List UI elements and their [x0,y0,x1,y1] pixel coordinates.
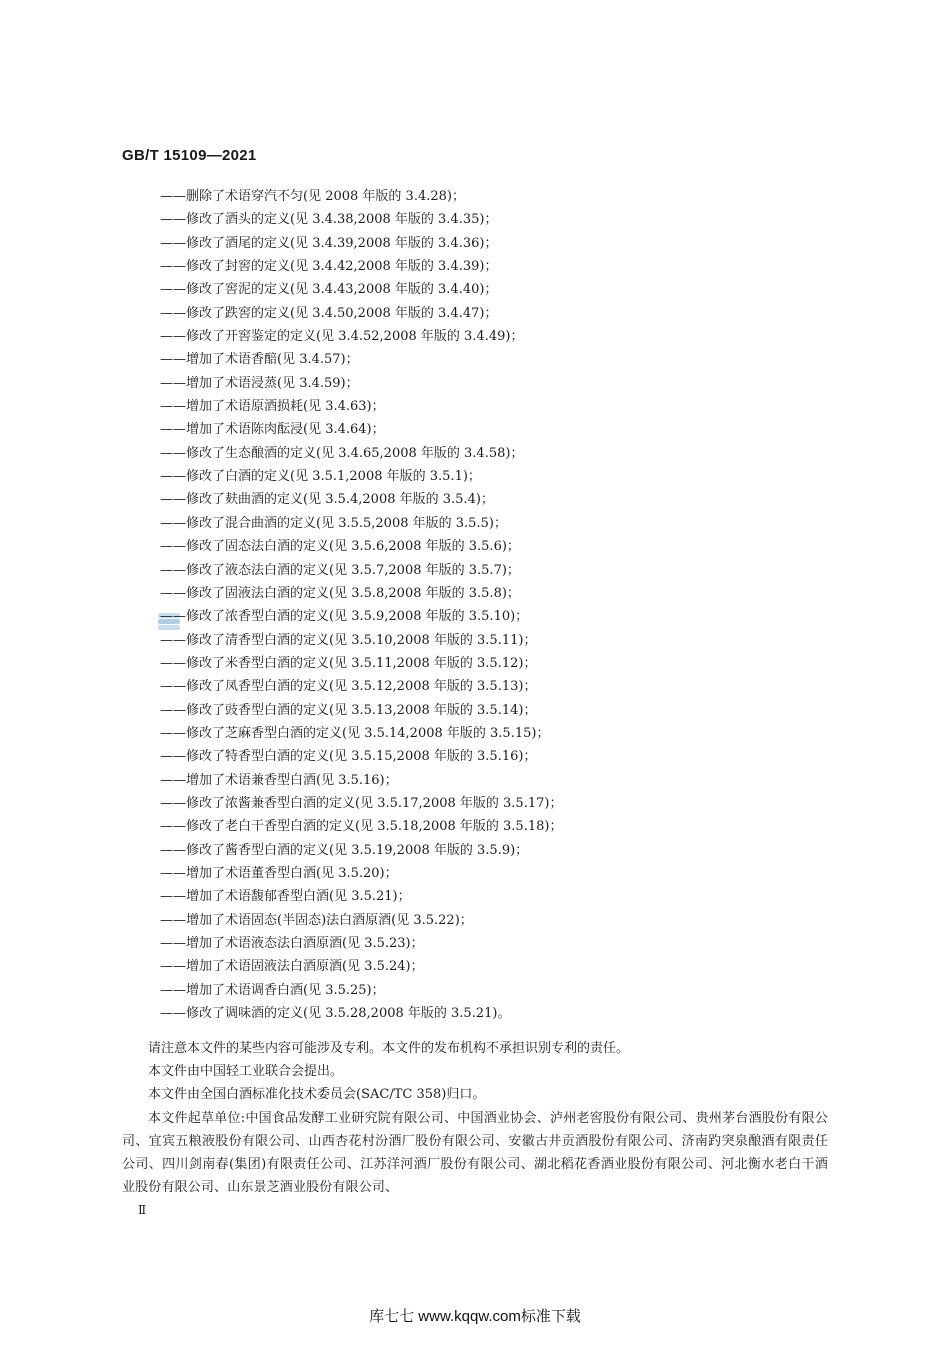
change-item: ——修改了封窖的定义(见 3.4.42,2008 年版的 3.4.39)； [160,259,498,275]
change-item: ——修改了清香型白酒的定义(见 3.5.10,2008 年版的 3.5.11)； [160,632,537,648]
change-list [160,185,860,1025]
patent-notice: 请注意本文件的某些内容可能涉及专利。本文件的发布机构不承担识别专利的责任。 [148,1041,630,1056]
change-item: ——增加了术语兼香型白酒(见 3.5.16)； [160,772,398,788]
change-item: ——修改了浓酱兼香型白酒的定义(见 3.5.17,2008 年版的 3.5.17)； [160,795,563,811]
change-item: ——修改了窖泥的定义(见 3.4.43,2008 年版的 3.4.40)； [160,282,498,298]
change-item: ——修改了固态法白酒的定义(见 3.5.6,2008 年版的 3.5.6)； [160,539,520,555]
change-item: ——修改了调味酒的定义(见 3.5.28,2008 年版的 3.5.21)。 [160,1006,511,1022]
change-item: ——修改了豉香型白酒的定义(见 3.5.13,2008 年版的 3.5.14)； [160,702,537,718]
change-item: ——修改了老白干香型白酒的定义(见 3.5.18,2008 年版的 3.5.18)； [160,819,563,835]
change-item: ——修改了生态酿酒的定义(见 3.4.65,2008 年版的 3.4.58)； [160,445,524,461]
change-item: ——修改了白酒的定义(见 3.5.1,2008 年版的 3.5.1)； [160,469,481,485]
change-item: ——修改了混合曲酒的定义(见 3.5.5,2008 年版的 3.5.5)； [160,515,507,531]
change-item: ——增加了术语固态(半固态)法白酒原酒(见 3.5.22)； [160,912,473,928]
change-item: ——修改了固液法白酒的定义(见 3.5.8,2008 年版的 3.5.8)； [160,585,520,601]
page-number: Ⅱ [138,1203,147,1217]
change-item: ——增加了术语陈肉酝浸(见 3.4.64)； [160,422,385,438]
change-item: ——增加了术语浸蒸(见 3.4.59)； [160,375,359,391]
change-item: ——修改了麸曲酒的定义(见 3.5.4,2008 年版的 3.5.4)； [160,492,494,508]
change-item: ——删除了术语穿汽不匀(见 2008 年版的 3.4.28)； [160,189,465,204]
change-item: ——修改了酒头的定义(见 3.4.38,2008 年版的 3.4.35)； [160,212,498,228]
change-item: ——增加了术语调香白酒(见 3.5.25)； [160,982,385,998]
change-item: ——增加了术语馥郁香型白酒(见 3.5.21)； [160,889,411,905]
change-item: ——增加了术语固液法白酒原酒(见 3.5.24)； [160,959,424,975]
change-item: ——修改了酱香型白酒的定义(见 3.5.19,2008 年版的 3.5.9)； [160,842,529,858]
change-item: ——修改了跌窖的定义(见 3.4.50,2008 年版的 3.4.47)； [160,305,498,321]
change-item: ——修改了液态法白酒的定义(见 3.5.7,2008 年版的 3.5.7)； [160,562,520,578]
change-item: ——修改了开窖鉴定的定义(见 3.4.52,2008 年版的 3.4.49)； [160,329,524,345]
committee-statement: 本文件由全国白酒标准化技术委员会(SAC/TC 358)归口。 [148,1087,486,1103]
change-item: ——增加了术语原酒损耗(见 3.4.63)； [160,399,385,415]
change-item: ——增加了术语香醅(见 3.4.57)； [160,352,359,368]
proposer-statement: 本文件由中国轻工业联合会提出。 [148,1064,344,1080]
change-item: ——修改了特香型白酒的定义(见 3.5.15,2008 年版的 3.5.16)； [160,749,537,765]
change-item: ——修改了浓香型白酒的定义(见 3.5.9,2008 年版的 3.5.10)； [160,609,529,625]
change-item: ——修改了米香型白酒的定义(见 3.5.11,2008 年版的 3.5.12)； [160,655,537,671]
change-item: ——修改了凤香型白酒的定义(见 3.5.12,2008 年版的 3.5.13)； [160,679,537,695]
change-item: ——增加了术语液态法白酒原酒(见 3.5.23)； [160,936,424,951]
change-item: ——修改了芝麻香型白酒的定义(见 3.5.14,2008 年版的 3.5.15)； [160,725,550,741]
change-item: ——修改了酒尾的定义(见 3.4.39,2008 年版的 3.4.36)； [160,235,498,251]
drafting-units: 本文件起草单位:中国食品发酵工业研究院有限公司、中国酒业协会、泸州老窖股份有限公司、贵州茅台酒股份有限公司、宜宾五粮液股份有限公司、山西杏花村汾酒厂股份有限公司、安徽古井贡酒股份有限公司、济南趵突泉酿酒有限责任公司、四川剑南春(集团)有限责任公司、江苏洋河酒厂股份有限公司、湖北稻花香酒业股份有限公司、河北衡水老白干酒业股份有限公司、山东景芝酒业股份有限公司、 [122,1110,828,1196]
standard-number: GB/T 15109—2021 [122,147,257,164]
change-item: ——增加了术语董香型白酒(见 3.5.20)； [160,865,398,881]
footer-source-text[interactable]: 库七七 www.kqqw.com标准下载 [369,1308,581,1325]
foreword-paragraphs [122,1037,828,1199]
